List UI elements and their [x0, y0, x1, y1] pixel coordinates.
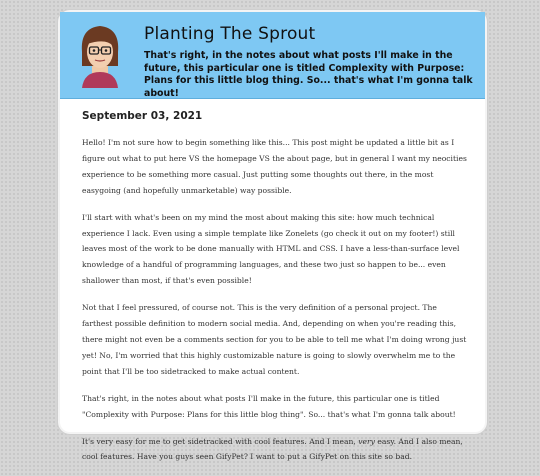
site-tagline: That's right, in the notes about what posts I'll make in the future, this particular one is titled Complexity with Purpose: Plans for this little blog thing. So... that's what I'm gonna talk about! — [144, 50, 473, 99]
post-paragraph: That's right, in the notes about what posts I'll make in the future, this particular one is titled "Complexity with Purpose: Plans for this little blog thing". So... that's what I'm gonna talk about! — [82, 393, 456, 419]
site-title[interactable]: Planting The Sprout — [144, 24, 316, 44]
post-paragraph: Hello! I'm not sure how to begin something like this... This post might be updated a little bit as I figure out what to put here VS the homepage VS the about page, but in general I want my neocities experience to be something more casual. Just putting some thoughts out there, in the most easygoing (and hopefully unmarketable) way possible. — [82, 138, 467, 195]
post-paragraph: I'll start with what's been on my mind the most about making this site: how much technical experience I lack. Even using a simple template like Zonelets (go check it out on my footer!) still leaves most of the work to be done manually with HTML and CSS. I have a less-than-surface level knowledge of a handful of programming languages, and these two just so happen to be... even shallower than most, if that's even possible! — [82, 212, 460, 286]
post-paragraph-text: It's very easy for me to get sidetracked with cool features. And I mean, — [82, 436, 359, 446]
avatar — [76, 22, 124, 88]
post-date: September 03, 2021 — [82, 110, 203, 122]
post-content — [82, 110, 468, 476]
post-body — [82, 135, 468, 465]
site-header — [60, 12, 485, 99]
post-paragraph: Not that I feel pressured, of course not. This is the very definition of a personal project. The farthest possible definition to modern social media. And, depending on when you're reading this, there might not even be a comments section for you to be able to tell me what I'm doing wrong just yet! No, I'm worried that this highly customizable nature is going to slowly overwhelm me to the point that I'll be too sidetracked to make actual content. — [82, 303, 467, 376]
post-paragraph — [82, 434, 468, 466]
emphasis-text: very — [358, 436, 375, 446]
post-paragraph-text: easy. And I also mean, cool features. Have you guys seen GifyPet? I want to put a GifyPet on this site so bad. — [82, 436, 463, 462]
blog-card — [58, 10, 487, 462]
